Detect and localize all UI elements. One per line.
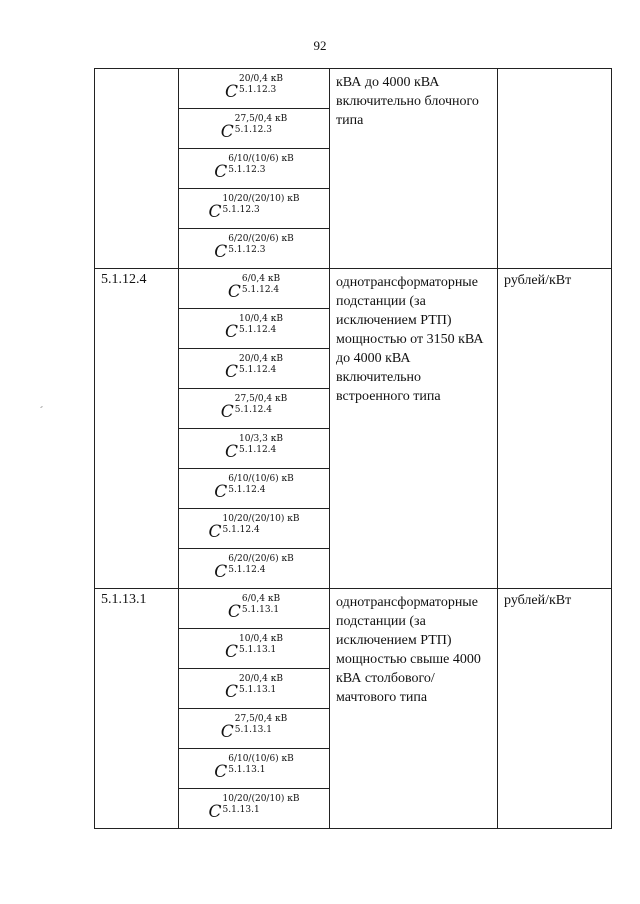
formula-subscript: 5.1.12.3 [228, 244, 266, 255]
formula-base: C [214, 241, 228, 262]
rate-formula [225, 634, 283, 664]
rate-formula [221, 114, 288, 144]
formula-cell [179, 189, 330, 229]
rate-formula [228, 274, 280, 304]
item-code: 5.1.12.4 [95, 269, 179, 589]
formula-subscript: 5.1.13.1 [228, 764, 266, 775]
formula-superscript: 6/10/(10/6) кВ [228, 473, 294, 484]
formula-base: C [208, 801, 222, 822]
rate-formula [214, 474, 294, 504]
formula-subscript: 5.1.13.1 [239, 684, 277, 695]
formula-superscript: 10/20/(20/10) кВ [222, 513, 300, 524]
item-code [95, 69, 179, 269]
rate-formula [214, 234, 294, 264]
item-unit: рублей/кВт [498, 269, 612, 589]
formula-superscript: 6/20/(20/6) кВ [228, 233, 294, 244]
formula-cell [179, 269, 330, 309]
formula-cell [179, 629, 330, 669]
rate-formula [214, 154, 294, 184]
formula-subscript: 5.1.13.1 [234, 724, 272, 735]
formula-base: C [214, 161, 228, 182]
formula-base: C [220, 401, 234, 422]
rate-formula [221, 394, 288, 424]
formula-superscript: 10/20/(20/10) кВ [222, 193, 300, 204]
rate-formula [208, 194, 299, 224]
formula-base: C [227, 601, 241, 622]
formula-base: C [225, 441, 239, 462]
table-row [95, 269, 612, 309]
rate-formula [214, 554, 294, 584]
formula-base: C [214, 481, 228, 502]
formula-superscript: 10/0,4 кВ [239, 633, 283, 644]
tariff-table [94, 68, 612, 829]
formula-subscript: 5.1.12.4 [239, 324, 277, 335]
formula-subscript: 5.1.12.4 [228, 484, 266, 495]
formula-superscript: 6/10/(10/6) кВ [228, 753, 294, 764]
formula-base: C [225, 681, 239, 702]
item-unit: рублей/кВт [498, 589, 612, 829]
formula-base: C [227, 281, 241, 302]
formula-superscript: 6/20/(20/6) кВ [228, 553, 294, 564]
formula-subscript: 5.1.12.4 [222, 524, 260, 535]
formula-base: C [208, 201, 222, 222]
formula-subscript: 5.1.12.3 [239, 84, 277, 95]
formula-subscript: 5.1.12.3 [228, 164, 266, 175]
formula-cell [179, 349, 330, 389]
formula-cell [179, 589, 330, 629]
formula-superscript: 6/0,4 кВ [241, 273, 281, 284]
formula-base: C [225, 81, 239, 102]
formula-base: C [225, 641, 239, 662]
formula-subscript: 5.1.12.4 [234, 404, 272, 415]
formula-subscript: 5.1.12.3 [234, 124, 272, 135]
item-unit [498, 69, 612, 269]
rate-formula [208, 794, 299, 824]
formula-cell [179, 549, 330, 589]
formula-subscript: 5.1.12.4 [228, 564, 266, 575]
scan-mark: - [38, 401, 45, 412]
formula-cell [179, 469, 330, 509]
item-description: кВА до 4000 кВА включительно блочного типа [330, 69, 498, 269]
rate-formula [214, 754, 294, 784]
rate-formula [228, 594, 280, 624]
item-description: однотрансформаторные подстанции (за исключением РТП) мощностью от 3150 кВА до 4000 кВА включительно встроенного типа [330, 269, 498, 589]
rate-formula [225, 354, 283, 384]
formula-cell [179, 229, 330, 269]
formula-subscript: 5.1.12.4 [239, 444, 277, 455]
formula-cell [179, 389, 330, 429]
rate-formula [225, 434, 283, 464]
formula-cell [179, 509, 330, 549]
formula-superscript: 20/0,4 кВ [239, 353, 283, 364]
formula-cell [179, 749, 330, 789]
formula-superscript: 10/20/(20/10) кВ [222, 793, 300, 804]
formula-superscript: 10/3,3 кВ [239, 433, 283, 444]
formula-superscript: 6/10/(10/6) кВ [228, 153, 294, 164]
formula-subscript: 5.1.13.1 [241, 604, 280, 615]
formula-subscript: 5.1.13.1 [222, 804, 260, 815]
formula-superscript: 20/0,4 кВ [239, 673, 283, 684]
formula-cell [179, 109, 330, 149]
formula-superscript: 27,5/0,4 кВ [234, 113, 288, 124]
formula-subscript: 5.1.12.4 [239, 364, 277, 375]
formula-subscript: 5.1.12.3 [222, 204, 260, 215]
formula-cell [179, 69, 330, 109]
formula-base: C [214, 561, 228, 582]
rate-formula [225, 74, 283, 104]
formula-superscript: 10/0,4 кВ [239, 313, 283, 324]
rate-formula [225, 314, 283, 344]
formula-base: C [220, 121, 234, 142]
table-row [95, 589, 612, 629]
formula-base: C [220, 721, 234, 742]
rate-formula [221, 714, 288, 744]
formula-cell [179, 709, 330, 749]
formula-base: C [208, 521, 222, 542]
formula-cell [179, 309, 330, 349]
formula-superscript: 6/0,4 кВ [241, 593, 281, 604]
formula-cell [179, 149, 330, 189]
formula-base: C [225, 361, 239, 382]
formula-cell [179, 789, 330, 829]
formula-cell [179, 669, 330, 709]
rate-formula [208, 514, 299, 544]
formula-cell [179, 429, 330, 469]
formula-subscript: 5.1.13.1 [239, 644, 277, 655]
table-row [95, 69, 612, 109]
item-description: однотрансформаторные подстанции (за исключением РТП) мощностью свыше 4000 кВА столбового/мачтового типа [330, 589, 498, 829]
formula-superscript: 20/0,4 кВ [239, 73, 283, 84]
formula-superscript: 27,5/0,4 кВ [234, 393, 288, 404]
formula-superscript: 27,5/0,4 кВ [234, 713, 288, 724]
page-number: 92 [313, 38, 327, 53]
formula-base: C [214, 761, 228, 782]
formula-subscript: 5.1.12.4 [241, 284, 280, 295]
formula-base: C [225, 321, 239, 342]
item-code: 5.1.13.1 [95, 589, 179, 829]
rate-formula [225, 674, 283, 704]
